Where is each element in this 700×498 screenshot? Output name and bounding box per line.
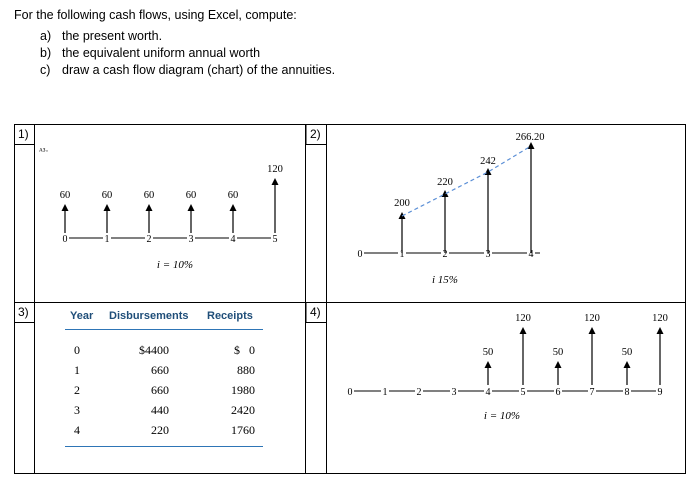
flow-label-2: 220: [437, 177, 453, 188]
flow-arrow-3-head: [188, 204, 195, 211]
flow-label-4: 266.20: [515, 132, 545, 143]
flow-label-5: 120: [267, 164, 283, 175]
receipt-cell: 880: [237, 363, 255, 377]
year-cell: 2: [74, 383, 80, 397]
header-disbursements: Disbursements: [109, 310, 189, 322]
table-row: [35, 423, 285, 441]
task-item-a: a) the present worth.: [40, 29, 163, 43]
flow-arrow-5-head: [657, 327, 664, 334]
tick-label-8: 8: [624, 387, 630, 398]
flow-arrow-2-head: [442, 190, 449, 197]
disbursement-cell: 440: [151, 403, 169, 417]
table-row: [35, 363, 285, 381]
cell-label-3: 3): [18, 305, 29, 319]
year-cell: 4: [74, 423, 80, 437]
disbursement-cell: 220: [151, 423, 169, 437]
year-cell: 1: [74, 363, 80, 377]
tick-label-3: 3: [188, 234, 194, 245]
tick-label-4: 4: [230, 234, 236, 245]
header-receipts: Receipts: [207, 310, 253, 322]
disbursement-cell: 660: [151, 363, 169, 377]
flow-arrow-3-head: [589, 327, 596, 334]
tick-label-4: 4: [485, 387, 491, 398]
task-item-b: b) the equivalent uniform annual worth: [40, 46, 261, 60]
flow-arrow-1-head: [520, 327, 527, 334]
tick-label-3: 3: [485, 249, 491, 260]
flow-label-5: 120: [652, 313, 668, 324]
flow-label-3: 120: [584, 313, 600, 324]
flow-arrow-3-head: [485, 168, 492, 175]
flow-label-2: 60: [143, 190, 155, 201]
tick-label-0: 0: [357, 249, 363, 260]
tick-label-0: 0: [347, 387, 353, 398]
flow-label-1: 120: [515, 313, 531, 324]
tick-label-2: 2: [146, 234, 152, 245]
receipt-cell: 2420: [231, 403, 255, 417]
cash-flow-diagram-2: [330, 128, 680, 293]
tick-label-6: 6: [555, 387, 561, 398]
flow-label-3: 60: [185, 190, 197, 201]
tick-label-9: 9: [657, 387, 663, 398]
problem-statement: [14, 8, 335, 79]
cell-label-4: 4): [310, 305, 321, 319]
disbursement-cell: 660: [151, 383, 169, 397]
tick-label-0: 0: [62, 234, 68, 245]
interest-rate-label: i 15%: [432, 274, 458, 286]
receipt-cell: 1760: [231, 423, 255, 437]
tick-label-1: 1: [104, 234, 110, 245]
year-cell: 0: [74, 343, 80, 357]
cash-flow-table-3: [35, 305, 285, 455]
tick-label-1: 1: [399, 249, 405, 260]
table-row: [35, 403, 285, 421]
tick-label-3: 3: [451, 387, 457, 398]
question-text: For the following cash flows, using Excel, compute:: [14, 8, 297, 22]
table-row: [35, 383, 285, 401]
flow-arrow-1-head: [104, 204, 111, 211]
receipt-cell: $ 0: [234, 343, 255, 357]
flow-arrow-0-head: [62, 204, 69, 211]
flow-arrow-4-head: [230, 204, 237, 211]
flow-label-1: 60: [101, 190, 113, 201]
tick-label-2: 2: [416, 387, 422, 398]
flow-label-0: 50: [482, 347, 494, 358]
task-item-c: c) draw a cash flow diagram (chart) of the annuities.: [40, 63, 336, 77]
tick-label-7: 7: [589, 387, 595, 398]
table-row: [35, 343, 285, 361]
flow-arrow-5-head: [272, 178, 279, 185]
flow-label-4: 50: [621, 347, 633, 358]
receipt-cell: 1980: [231, 383, 255, 397]
flow-arrow-0-head: [485, 361, 492, 368]
flow-arrow-2-head: [555, 361, 562, 368]
tick-label-2: 2: [442, 249, 448, 260]
tick-label-4: 4: [528, 249, 534, 260]
header-rule: [65, 329, 263, 330]
flow-label-0: 60: [59, 190, 71, 201]
header-year: Year: [70, 310, 94, 322]
footer-rule: [65, 446, 263, 447]
task-list: [14, 28, 335, 79]
tick-label-1: 1: [382, 387, 388, 398]
cell-label-1: 1): [18, 127, 29, 141]
flow-arrow-2-head: [146, 204, 153, 211]
interest-rate-label: i = 10%: [156, 259, 194, 271]
flow-label-1: 200: [394, 198, 410, 209]
disbursement-cell: $4400: [139, 343, 169, 357]
flow-label-2: 50: [552, 347, 564, 358]
flow-label-4: 60: [227, 190, 239, 201]
interest-rate-label: i = 10%: [483, 410, 521, 422]
tick-label-5: 5: [272, 234, 278, 245]
cash-flow-diagram-1: [35, 140, 300, 290]
cell-label-2: 2): [310, 127, 321, 141]
gradient-trend-line: [402, 146, 531, 216]
corner-mark: ᴬ³·: [39, 146, 49, 156]
cash-flow-diagram-4: [330, 305, 680, 440]
flow-label-3: 242: [480, 156, 496, 167]
tick-label-5: 5: [520, 387, 526, 398]
flow-arrow-4-head: [624, 361, 631, 368]
year-cell: 3: [74, 403, 80, 417]
